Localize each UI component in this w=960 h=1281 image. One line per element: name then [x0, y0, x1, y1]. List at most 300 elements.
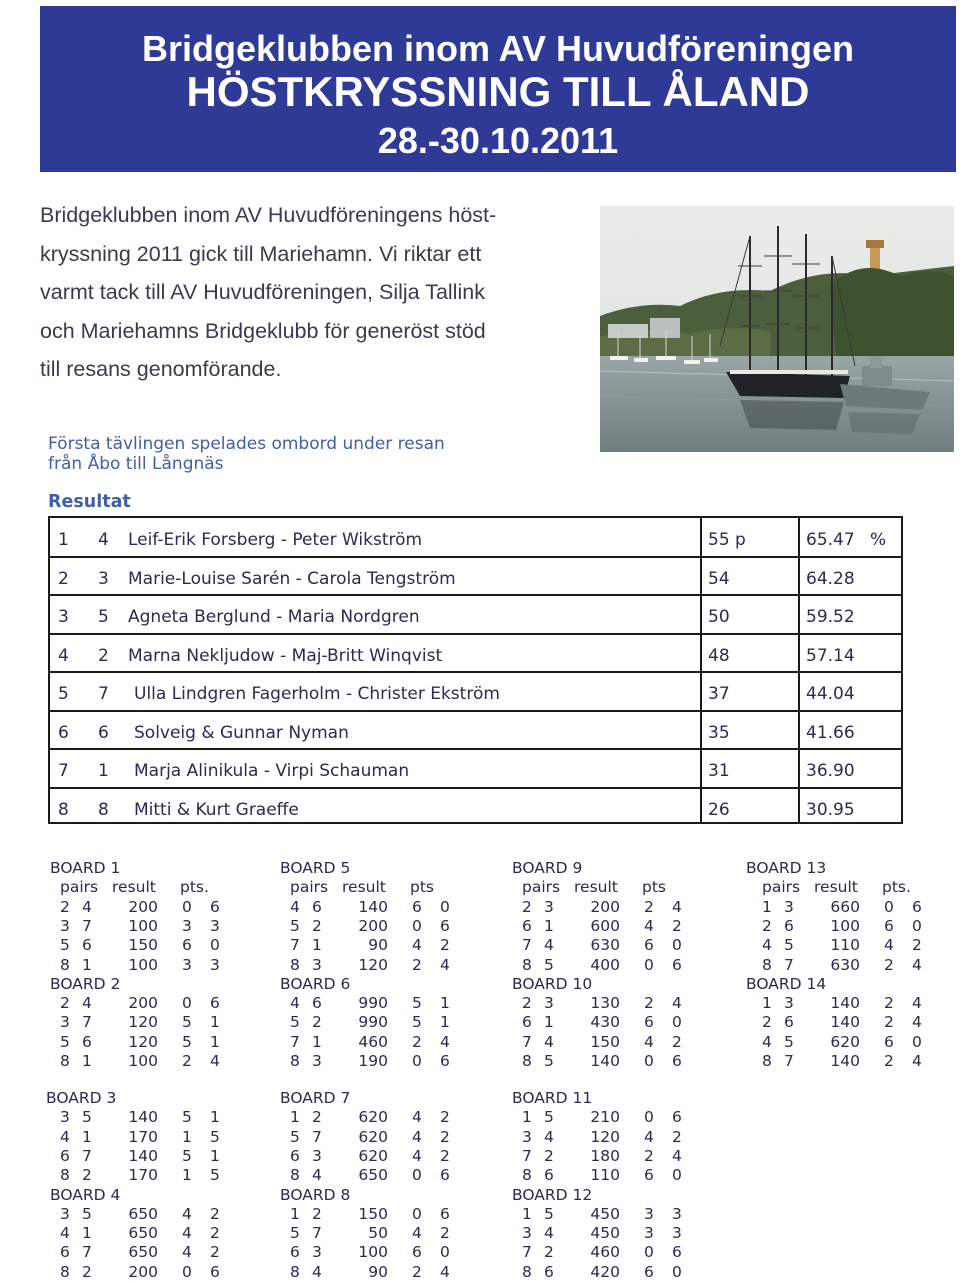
row-divider — [50, 787, 901, 789]
board-title: BOARD 5 — [280, 859, 351, 877]
board-cell: 4 — [544, 1224, 554, 1243]
board-cell: 2 — [210, 1224, 220, 1243]
row-divider — [50, 710, 901, 712]
board-cell: 5 — [544, 1051, 554, 1070]
result-pair-number: 6 — [98, 722, 109, 743]
board-cell: 4 — [82, 994, 92, 1013]
board-column-header: pts — [410, 878, 434, 897]
board-cell: 4 — [440, 1032, 450, 1051]
board-cell: 6 — [644, 936, 654, 955]
board-cell: 3 — [672, 1224, 682, 1243]
board-cell: 120 — [128, 1013, 158, 1032]
harbor-ship-photo — [600, 206, 954, 452]
board-cell: 6 — [60, 1146, 70, 1165]
board-cell: 2 — [762, 916, 772, 935]
board-cell: 6 — [182, 936, 192, 955]
board-cell: 990 — [358, 1013, 388, 1032]
board-cell: 8 — [522, 1051, 532, 1070]
board-title: BOARD 10 — [512, 974, 593, 993]
board-title: BOARD 9 — [512, 859, 583, 877]
board-cell: 1 — [522, 1204, 532, 1223]
board-cell: 6 — [440, 1051, 450, 1070]
board-title: BOARD 2 — [50, 974, 121, 993]
board-column-header: pts. — [882, 878, 911, 897]
board-cell: 2 — [522, 897, 532, 916]
board-cell: 1 — [210, 1146, 220, 1165]
board-cell: 2 — [884, 955, 894, 974]
board-cell: 120 — [358, 955, 388, 974]
board-cell: 3 — [312, 1051, 322, 1070]
board-cell: 2 — [672, 1032, 682, 1051]
board-cell: 1 — [762, 897, 772, 916]
result-place: 2 — [58, 568, 69, 589]
board-cell: 8 — [60, 955, 70, 974]
board-cell: 3 — [522, 1127, 532, 1146]
board-cell: 5 — [290, 916, 300, 935]
result-pair-names: Marie-Louise Sarén - Carola Tengström — [128, 568, 456, 589]
board-cell: 8 — [762, 1051, 772, 1070]
board-cell: 4 — [182, 1243, 192, 1262]
board-cell: 7 — [82, 1243, 92, 1262]
board-cell: 0 — [672, 1166, 682, 1185]
board-cell: 140 — [128, 1146, 158, 1165]
board-cell: 4 — [182, 1204, 192, 1223]
result-place: 6 — [58, 722, 69, 743]
result-pair-number: 8 — [98, 799, 109, 820]
board-cell: 120 — [128, 1032, 158, 1051]
board-cell: 0 — [182, 994, 192, 1013]
board-cell: 6 — [544, 1262, 554, 1281]
board-cell: 400 — [590, 955, 620, 974]
board-cell: 6 — [440, 916, 450, 935]
board-cell: 4 — [412, 1108, 422, 1127]
board-cell: 460 — [590, 1243, 620, 1262]
board-cell: 8 — [522, 955, 532, 974]
board-cell: 4 — [544, 1127, 554, 1146]
board-cell: 200 — [128, 1262, 158, 1281]
board-cell: 6 — [60, 1243, 70, 1262]
result-pair-number: 4 — [98, 530, 109, 550]
board-cell: 50 — [368, 1224, 388, 1243]
board-cell: 210 — [590, 1108, 620, 1127]
board-cell: 420 — [590, 1262, 620, 1281]
board-cell: 3 — [644, 1204, 654, 1223]
board-cell: 5 — [544, 1108, 554, 1127]
board-cell: 2 — [672, 916, 682, 935]
board-cell: 4 — [412, 1146, 422, 1165]
board-cell: 140 — [358, 897, 388, 916]
board-cell: 7 — [82, 1013, 92, 1032]
result-place: 5 — [58, 684, 69, 704]
board-cell: 430 — [590, 1013, 620, 1032]
result-place: 4 — [58, 645, 69, 666]
board-cell: 4 — [644, 1127, 654, 1146]
board-cell: 0 — [672, 936, 682, 955]
board-cell: 4 — [544, 936, 554, 955]
board-cell: 170 — [128, 1127, 158, 1146]
board-cell: 3 — [312, 955, 322, 974]
board-cell: 0 — [644, 1243, 654, 1262]
board-cell: 130 — [590, 994, 620, 1013]
board-cell: 1 — [210, 1013, 220, 1032]
board-cell: 1 — [82, 1224, 92, 1243]
results-heading: Resultat — [48, 492, 131, 512]
result-pair-names: Marna Nekljudow - Maj-Britt Winqvist — [128, 645, 443, 666]
board-cell: 5 — [784, 1032, 794, 1051]
board-cell: 1 — [290, 1204, 300, 1223]
board-cell: 660 — [830, 897, 860, 916]
result-points: 26 — [708, 799, 730, 820]
event-date: 28.-30.10.2011 — [377, 120, 619, 161]
board-cell: 200 — [590, 897, 620, 916]
board-cell: 620 — [358, 1127, 388, 1146]
board-column-header: pairs — [762, 878, 801, 897]
board-cell: 4 — [544, 1032, 554, 1051]
board-cell: 110 — [830, 936, 860, 955]
board-cell: 8 — [522, 1262, 532, 1281]
board-cell: 0 — [912, 916, 922, 935]
intro-line: Bridgeklubben inom AV Huvudföreningens höst- — [40, 203, 497, 227]
board-cell: 6 — [672, 1108, 682, 1127]
board-cell: 8 — [290, 955, 300, 974]
board-cell: 2 — [544, 1243, 554, 1262]
board-cell: 5 — [412, 994, 422, 1013]
board-title: BOARD 3 — [46, 1089, 117, 1107]
board-cell: 630 — [590, 936, 620, 955]
board-cell: 0 — [672, 1262, 682, 1281]
board-cell: 2 — [440, 936, 450, 955]
result-pair-number: 3 — [98, 568, 109, 589]
board-cell: 1 — [210, 1108, 220, 1127]
board-cell: 6 — [784, 916, 794, 935]
board-cell: 3 — [182, 916, 192, 935]
row-divider — [50, 671, 901, 673]
board-cell: 0 — [440, 1243, 450, 1262]
board-cell: 3 — [210, 955, 220, 974]
result-row — [50, 518, 901, 557]
board-cell: 4 — [412, 1127, 422, 1146]
board-cell: 8 — [60, 1166, 70, 1185]
result-row — [50, 634, 901, 673]
board-cell: 0 — [412, 1204, 422, 1223]
board-cell: 3 — [60, 916, 70, 935]
board-cell: 6 — [412, 897, 422, 916]
result-pair-names: Marja Alinikula - Virpi Schauman — [134, 761, 410, 781]
subtitle-line: Första tävlingen spelades ombord under resan — [48, 434, 445, 454]
result-points: 48 — [708, 645, 730, 666]
board-cell: 3 — [544, 994, 554, 1013]
board-title: BOARD 14 — [746, 974, 827, 993]
board-title: BOARD 8 — [280, 1185, 351, 1204]
board-cell: 5 — [182, 1108, 192, 1127]
board-cell: 140 — [128, 1108, 158, 1127]
board-cell: 150 — [128, 936, 158, 955]
board-cell: 2 — [412, 1262, 422, 1281]
board-cell: 2 — [412, 955, 422, 974]
board-column-header: result — [814, 878, 858, 897]
board-cell: 2 — [672, 1127, 682, 1146]
board-cell: 650 — [128, 1204, 158, 1223]
board-cell: 2 — [412, 1032, 422, 1051]
board-cell: 2 — [312, 1108, 322, 1127]
board-cell: 0 — [412, 1166, 422, 1185]
board-cell: 8 — [522, 1166, 532, 1185]
board-cell: 4 — [60, 1224, 70, 1243]
result-place: 7 — [58, 761, 69, 781]
board-cell: 6 — [544, 1166, 554, 1185]
board-cell: 4 — [912, 1013, 922, 1032]
board-cell: 5 — [290, 1013, 300, 1032]
board-title: BOARD 11 — [512, 1089, 593, 1107]
board-column-header: pairs — [290, 878, 329, 897]
result-percent: 41.66 — [806, 722, 855, 743]
board-cell: 170 — [128, 1166, 158, 1185]
board-cell: 2 — [544, 1146, 554, 1165]
board-cell: 3 — [522, 1224, 532, 1243]
board-cell: 3 — [60, 1013, 70, 1032]
board-cell: 6 — [522, 1013, 532, 1032]
board-cell: 5 — [182, 1032, 192, 1051]
board-cell: 4 — [672, 994, 682, 1013]
board-cell: 5 — [60, 1032, 70, 1051]
board-cell: 620 — [830, 1032, 860, 1051]
board-cell: 0 — [412, 1051, 422, 1070]
board-column-header: result — [574, 878, 618, 897]
board-cell: 3 — [312, 1146, 322, 1165]
club-title: Bridgeklubben inom AV Huvudföreningen — [141, 28, 854, 69]
board-cell: 1 — [762, 994, 772, 1013]
board-cell: 6 — [644, 1262, 654, 1281]
board-cell: 100 — [128, 916, 158, 935]
board-cell: 4 — [440, 1262, 450, 1281]
result-place: 8 — [58, 799, 69, 820]
board-cell: 6 — [644, 1166, 654, 1185]
board-cell: 5 — [412, 1013, 422, 1032]
board-cell: 3 — [784, 897, 794, 916]
board-cell: 6 — [522, 916, 532, 935]
board-cell: 6 — [210, 994, 220, 1013]
board-cell: 5 — [290, 1224, 300, 1243]
board-cell: 4 — [762, 936, 772, 955]
board-cell: 7 — [522, 936, 532, 955]
result-pair-names: Ulla Lindgren Fagerholm - Christer Ekström — [134, 684, 500, 704]
board-cell: 5 — [290, 1127, 300, 1146]
result-percent: 64.28 — [806, 568, 855, 589]
board-cell: 2 — [210, 1243, 220, 1262]
board-cell: 150 — [590, 1032, 620, 1051]
board-cell: 140 — [830, 994, 860, 1013]
board-cell: 7 — [82, 1146, 92, 1165]
board-cell: 190 — [358, 1051, 388, 1070]
board-cell: 7 — [522, 1243, 532, 1262]
board-cell: 2 — [312, 1013, 322, 1032]
intro-line: varmt tack till AV Huvudföreningen, Silja Tallink — [40, 280, 485, 305]
board-cell: 3 — [60, 1204, 70, 1223]
board-cell: 1 — [544, 916, 554, 935]
board-cell: 200 — [128, 994, 158, 1013]
result-place: 3 — [58, 607, 69, 627]
board-cell: 2 — [912, 936, 922, 955]
board-cell: 100 — [128, 1051, 158, 1070]
intro-line: och Mariehamns Bridgeklubb för generöst stöd — [40, 318, 486, 343]
board-cell: 0 — [182, 1262, 192, 1281]
board-cell: 630 — [830, 955, 860, 974]
result-pair-names: Leif-Erik Forsberg - Peter Wikström — [128, 530, 423, 550]
board-cell: 4 — [412, 1224, 422, 1243]
board-cell: 7 — [312, 1127, 322, 1146]
row-divider — [50, 594, 901, 596]
board-cell: 650 — [128, 1224, 158, 1243]
board-cell: 4 — [412, 936, 422, 955]
result-row — [50, 595, 901, 634]
board-cell: 120 — [590, 1127, 620, 1146]
result-points: 55 p — [708, 530, 746, 550]
board-title: BOARD 6 — [280, 974, 351, 993]
results-table — [48, 516, 903, 824]
result-percent: 44.04 — [806, 684, 855, 704]
board-cell: 7 — [290, 936, 300, 955]
board-title: BOARD 13 — [746, 859, 827, 877]
board-cell: 6 — [884, 1032, 894, 1051]
board-cell: 5 — [182, 1013, 192, 1032]
result-pair-number: 7 — [98, 684, 109, 704]
board-cell: 2 — [440, 1108, 450, 1127]
result-pair-names: Mitti & Kurt Graeffe — [134, 799, 299, 820]
result-unit: % — [870, 530, 887, 550]
board-cell: 3 — [644, 1224, 654, 1243]
board-cell: 5 — [82, 1108, 92, 1127]
board-cell: 8 — [762, 955, 772, 974]
board-cell: 2 — [884, 994, 894, 1013]
board-cell: 4 — [60, 1127, 70, 1146]
board-cell: 2 — [884, 1013, 894, 1032]
board-cell: 4 — [210, 1051, 220, 1070]
board-cell: 2 — [440, 1127, 450, 1146]
board-cell: 2 — [82, 1262, 92, 1281]
board-cell: 460 — [358, 1032, 388, 1051]
board-cell: 4 — [312, 1166, 322, 1185]
board-cell: 0 — [182, 897, 192, 916]
board-cell: 7 — [522, 1146, 532, 1165]
board-cell: 200 — [358, 916, 388, 935]
board-cell: 4 — [912, 955, 922, 974]
board-cell: 4 — [82, 897, 92, 916]
board-cell: 4 — [912, 1051, 922, 1070]
board-cell: 6 — [312, 994, 322, 1013]
board-cell: 7 — [784, 1051, 794, 1070]
intro-paragraph — [40, 196, 600, 389]
board-cell: 6 — [912, 897, 922, 916]
board-cell: 3 — [672, 1204, 682, 1223]
board-title: BOARD 1 — [50, 859, 121, 877]
board-cell: 2 — [312, 916, 322, 935]
event-title: HÖSTKRYSSNING TILL ÅLAND — [186, 68, 810, 115]
board-cell: 620 — [358, 1146, 388, 1165]
result-pair-names: Agneta Berglund - Maria Nordgren — [128, 607, 420, 627]
board-cell: 2 — [60, 994, 70, 1013]
board-cell: 6 — [290, 1146, 300, 1165]
board-cell: 7 — [82, 916, 92, 935]
board-cell: 1 — [182, 1166, 192, 1185]
board-column-header: result — [112, 878, 156, 897]
board-cell: 7 — [290, 1032, 300, 1051]
board-cell: 4 — [290, 897, 300, 916]
board-cell: 6 — [412, 1243, 422, 1262]
board-cell: 90 — [368, 1262, 388, 1281]
result-row — [50, 557, 901, 596]
board-cell: 0 — [440, 897, 450, 916]
board-cell: 2 — [884, 1051, 894, 1070]
board-cell: 200 — [128, 897, 158, 916]
board-cell: 7 — [522, 1032, 532, 1051]
board-cell: 5 — [784, 936, 794, 955]
board-cell: 2 — [644, 1146, 654, 1165]
board-cell: 3 — [784, 994, 794, 1013]
board-cell: 2 — [60, 897, 70, 916]
board-cell: 0 — [644, 1108, 654, 1127]
result-percent: 30.95 — [806, 799, 855, 820]
board-cell: 6 — [210, 1262, 220, 1281]
board-cell: 0 — [210, 936, 220, 955]
result-percent: 59.52 — [806, 607, 855, 627]
board-cell: 1 — [312, 1032, 322, 1051]
subtitle-line: från Åbo till Långnäs — [48, 454, 224, 474]
board-cell: 650 — [358, 1166, 388, 1185]
board-column-header: pts. — [180, 878, 209, 897]
board-cell: 4 — [762, 1032, 772, 1051]
board-cell: 3 — [312, 1243, 322, 1262]
board-cell: 5 — [60, 936, 70, 955]
board-cell: 4 — [312, 1262, 322, 1281]
board-cell: 6 — [672, 1051, 682, 1070]
board-column-header: pairs — [522, 878, 561, 897]
board-cell: 90 — [368, 936, 388, 955]
board-cell: 0 — [884, 897, 894, 916]
result-percent: 57.14 — [806, 645, 855, 666]
board-cell: 5 — [544, 1204, 554, 1223]
board-cell: 5 — [210, 1166, 220, 1185]
result-points: 37 — [708, 684, 730, 704]
board-cell: 5 — [544, 955, 554, 974]
board-cell: 0 — [672, 1013, 682, 1032]
board-cell: 2 — [644, 994, 654, 1013]
board-cell: 2 — [182, 1051, 192, 1070]
result-row — [50, 711, 901, 750]
board-cell: 100 — [830, 916, 860, 935]
result-points: 31 — [708, 761, 730, 781]
board-cell: 8 — [60, 1051, 70, 1070]
board-cell: 140 — [830, 1051, 860, 1070]
board-cell: 2 — [440, 1146, 450, 1165]
board-cell: 2 — [762, 1013, 772, 1032]
board-cell: 2 — [522, 994, 532, 1013]
result-points: 50 — [708, 607, 730, 627]
board-cell: 620 — [358, 1108, 388, 1127]
board-cell: 1 — [210, 1032, 220, 1051]
board-cell: 180 — [590, 1146, 620, 1165]
board-cell: 8 — [60, 1262, 70, 1281]
board-cell: 4 — [884, 936, 894, 955]
board-cell: 5 — [182, 1146, 192, 1165]
board-cell: 6 — [290, 1243, 300, 1262]
result-row — [50, 788, 901, 827]
board-cell: 0 — [412, 916, 422, 935]
board-column-header: pts — [642, 878, 666, 897]
board-cell: 6 — [440, 1166, 450, 1185]
board-cell: 3 — [544, 897, 554, 916]
competition-description — [48, 434, 445, 474]
board-cell: 4 — [644, 1032, 654, 1051]
